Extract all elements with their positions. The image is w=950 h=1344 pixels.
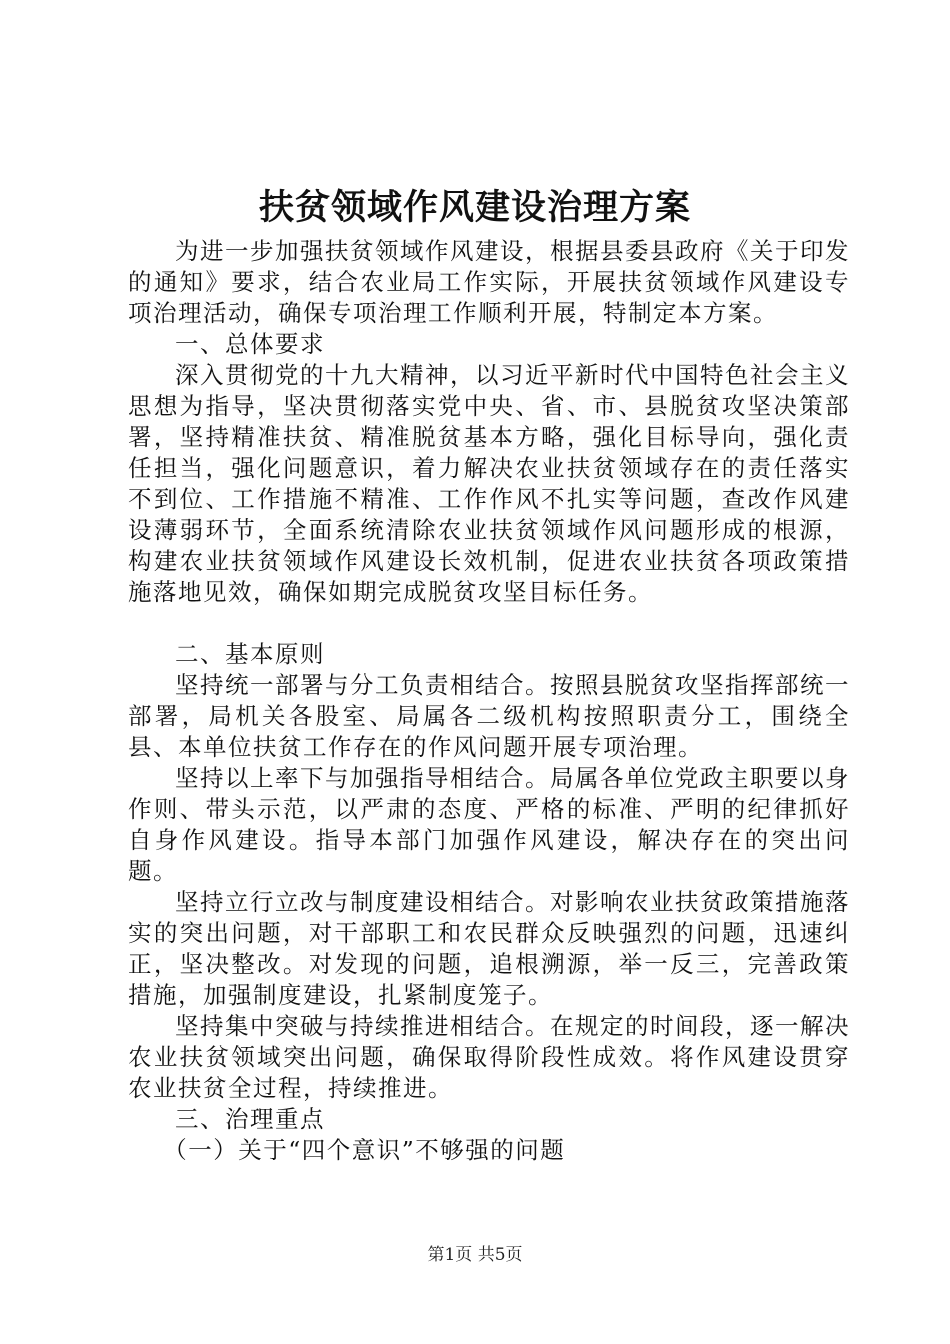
principle-4-paragraph: 坚持集中突破与持续推进相结合。在规定的时间段，逐一解决农业扶贫领域突出问题，确保取得阶段性成效。将作风建设贯穿农业扶贫全过程，持续推进。 bbox=[128, 1012, 850, 1102]
section-3-heading: 三、治理重点 bbox=[175, 1105, 325, 1133]
page-footer: 第1页 共5页 bbox=[427, 1245, 523, 1265]
paragraph-gap bbox=[128, 608, 850, 639]
document-title: 扶贫领域作风建设治理方案 bbox=[258, 187, 691, 228]
section-3-subheading-1: （一）关于“四个意识”不够强的问题 bbox=[163, 1136, 566, 1164]
principle-3-paragraph: 坚持立行立改与制度建设相结合。对影响农业扶贫政策措施落实的突出问题，对干部职工和农民群众反映强烈的问题，迅速纠正，坚决整改。对发现的问题，追根溯源，举一反三，完善政策措施，加强制度建设，扎紧制度笼子。 bbox=[128, 888, 850, 1009]
section-1-heading: 一、总体要求 bbox=[175, 330, 325, 358]
principle-2-paragraph: 坚持以上率下与加强指导相结合。局属各单位党政主职要以身作则、带头示范，以严肃的态度、严格的标准、严明的纪律抓好自身作风建设。指导本部门加强作风建设，解决存在的突出问题。 bbox=[128, 764, 850, 885]
section-2-heading: 二、基本原则 bbox=[175, 640, 325, 668]
principle-1-paragraph: 坚持统一部署与分工负责相结合。按照县脱贫攻坚指挥部统一部署，局机关各股室、局属各二级机构按照职责分工，围绕全县、本单位扶贫工作存在的作风问题开展专项治理。 bbox=[128, 671, 850, 761]
section-1-paragraph: 深入贯彻党的十九大精神，以习近平新时代中国特色社会主义思想为指导，坚决贯彻落实党中央、省、市、县脱贫攻坚决策部署，坚持精准扶贫、精准脱贫基本方略，强化目标导向，强化责任担当，强化问题意识，着力解决农业扶贫领域存在的责任落实不到位、工作措施不精准、工作作风不扎实等问题，查改作风建设薄弱环节，全面系统清除农业扶贫领域作风问题形成的根源，构建农业扶贫领域作风建设长效机制，促进农业扶贫各项政策措施落地见效，确保如期完成脱贫攻坚目标任务。 bbox=[128, 361, 850, 606]
intro-paragraph: 为进一步加强扶贫领域作风建设，根据县委县政府《关于印发的通知》要求，结合农业局工作实际，开展扶贫领域作风建设专项治理活动，确保专项治理工作顺利开展，特制定本方案。 bbox=[128, 237, 850, 327]
document-body bbox=[128, 236, 850, 1166]
